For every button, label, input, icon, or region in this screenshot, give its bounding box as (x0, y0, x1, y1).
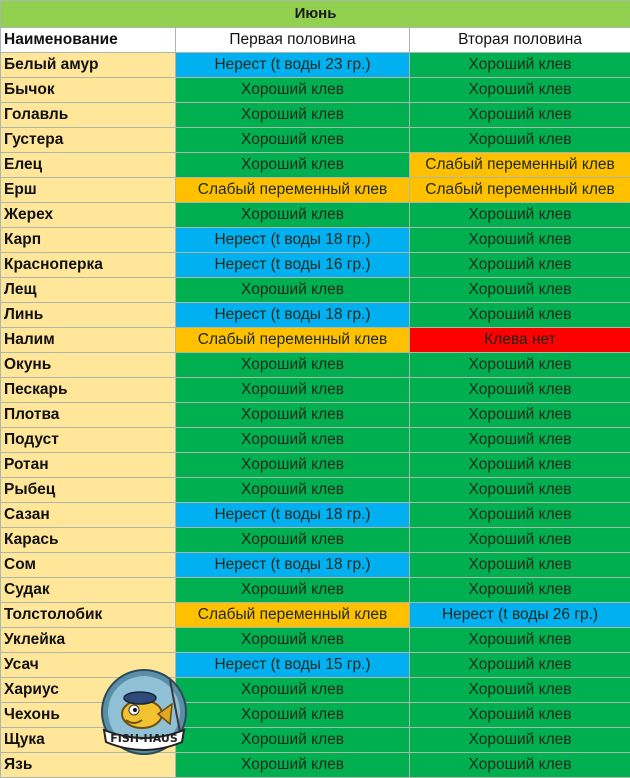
first-half-cell: Хороший клев (176, 403, 410, 428)
first-half-cell: Хороший клев (176, 278, 410, 303)
first-half-cell: Нерест (t воды 18 гр.) (176, 303, 410, 328)
fish-name-cell: Сом (1, 553, 176, 578)
first-half-cell: Нерест (t воды 18 гр.) (176, 228, 410, 253)
second-half-cell: Хороший клев (410, 678, 630, 703)
table-row (1, 203, 630, 228)
fish-name-cell: Рыбец (1, 478, 176, 503)
second-half-cell: Хороший клев (410, 103, 630, 128)
second-half-cell: Хороший клев (410, 303, 630, 328)
second-half-cell: Хороший клев (410, 578, 630, 603)
second-half-cell: Хороший клев (410, 228, 630, 253)
second-half-cell: Хороший клев (410, 728, 630, 753)
table-row (1, 278, 630, 303)
second-half-cell: Хороший клев (410, 478, 630, 503)
fish-haus-logo (98, 668, 190, 760)
table-row (1, 403, 630, 428)
second-half-cell: Хороший клев (410, 653, 630, 678)
second-half-cell: Хороший клев (410, 53, 630, 78)
fish-name-cell: Густера (1, 128, 176, 153)
fish-name-cell: Красноперка (1, 253, 176, 278)
first-half-cell: Хороший клев (176, 703, 410, 728)
fish-name-cell: Ротан (1, 453, 176, 478)
table-row (1, 178, 630, 203)
table-row (1, 728, 630, 753)
second-half-cell: Слабый переменный клев (410, 178, 630, 203)
table-row (1, 453, 630, 478)
first-half-cell: Хороший клев (176, 753, 410, 778)
title-row (1, 1, 630, 28)
second-half-cell: Хороший клев (410, 553, 630, 578)
first-half-cell: Хороший клев (176, 378, 410, 403)
first-half-cell: Хороший клев (176, 153, 410, 178)
first-half-cell: Слабый переменный клев (176, 603, 410, 628)
table-row (1, 478, 630, 503)
second-half-cell: Хороший клев (410, 278, 630, 303)
table-row (1, 703, 630, 728)
fish-name-cell: Голавль (1, 103, 176, 128)
table-row (1, 53, 630, 78)
table-row (1, 128, 630, 153)
fish-name-cell: Налим (1, 328, 176, 353)
table-row (1, 553, 630, 578)
second-half-cell: Клева нет (410, 328, 630, 353)
second-half-cell: Хороший клев (410, 378, 630, 403)
fish-name-cell: Судак (1, 578, 176, 603)
logo-text: FISH-HAUS (110, 732, 178, 745)
first-half-cell: Хороший клев (176, 78, 410, 103)
second-half-cell: Хороший клев (410, 253, 630, 278)
fish-name-cell: Бычок (1, 78, 176, 103)
table-title: Июнь (1, 1, 630, 28)
fish-name-cell: Карп (1, 228, 176, 253)
first-half-cell: Нерест (t воды 18 гр.) (176, 553, 410, 578)
first-half-cell: Хороший клев (176, 678, 410, 703)
second-half-cell: Хороший клев (410, 128, 630, 153)
first-half-cell: Хороший клев (176, 578, 410, 603)
fish-name-cell: Чехонь (1, 703, 176, 728)
cap-icon (124, 692, 156, 704)
first-half-cell: Нерест (t воды 16 гр.) (176, 253, 410, 278)
second-half-cell: Хороший клев (410, 353, 630, 378)
second-half-cell: Хороший клев (410, 703, 630, 728)
fish-name-cell: Карась (1, 528, 176, 553)
first-half-cell: Хороший клев (176, 453, 410, 478)
fish-name-cell: Окунь (1, 353, 176, 378)
first-half-cell: Хороший клев (176, 428, 410, 453)
fish-name-cell: Лещ (1, 278, 176, 303)
fish-name-cell: Елец (1, 153, 176, 178)
header-first-half: Первая половина (176, 28, 410, 53)
fish-pupil-icon (133, 708, 137, 712)
fish-name-cell: Щука (1, 728, 176, 753)
first-half-cell: Хороший клев (176, 353, 410, 378)
first-half-cell: Хороший клев (176, 478, 410, 503)
fish-name-cell: Уклейка (1, 628, 176, 653)
table-row (1, 103, 630, 128)
fish-name-cell: Жерех (1, 203, 176, 228)
first-half-cell: Хороший клев (176, 128, 410, 153)
first-half-cell: Нерест (t воды 15 гр.) (176, 653, 410, 678)
table-row (1, 603, 630, 628)
first-half-cell: Нерест (t воды 23 гр.) (176, 53, 410, 78)
fish-name-cell: Сазан (1, 503, 176, 528)
second-half-cell: Слабый переменный клев (410, 153, 630, 178)
table-row (1, 428, 630, 453)
table-row (1, 678, 630, 703)
first-half-cell: Нерест (t воды 18 гр.) (176, 503, 410, 528)
fish-name-cell: Хариус (1, 678, 176, 703)
first-half-cell: Хороший клев (176, 203, 410, 228)
table-row (1, 628, 630, 653)
header-second-half: Вторая половина (410, 28, 630, 53)
second-half-cell: Хороший клев (410, 503, 630, 528)
fish-name-cell: Толстолобик (1, 603, 176, 628)
first-half-cell: Хороший клев (176, 103, 410, 128)
fish-name-cell: Линь (1, 303, 176, 328)
fish-name-cell: Ерш (1, 178, 176, 203)
table-row (1, 578, 630, 603)
table-body (1, 53, 630, 778)
table-row (1, 303, 630, 328)
first-half-cell: Слабый переменный клев (176, 328, 410, 353)
table-row (1, 228, 630, 253)
second-half-cell: Хороший клев (410, 428, 630, 453)
fish-name-cell: Усач (1, 653, 176, 678)
table-row (1, 528, 630, 553)
header-name: Наименование (1, 28, 176, 53)
table-row (1, 353, 630, 378)
table-row (1, 78, 630, 103)
table-row (1, 653, 630, 678)
fish-name-cell: Язь (1, 753, 176, 778)
second-half-cell: Хороший клев (410, 753, 630, 778)
second-half-cell: Хороший клев (410, 528, 630, 553)
fish-name-cell: Подуст (1, 428, 176, 453)
first-half-cell: Слабый переменный клев (176, 178, 410, 203)
first-half-cell: Хороший клев (176, 728, 410, 753)
table-row (1, 153, 630, 178)
second-half-cell: Хороший клев (410, 78, 630, 103)
table-row (1, 753, 630, 778)
table-row (1, 328, 630, 353)
fish-name-cell: Плотва (1, 403, 176, 428)
fish-name-cell: Белый амур (1, 53, 176, 78)
second-half-cell: Хороший клев (410, 453, 630, 478)
header-row (1, 28, 630, 53)
first-half-cell: Хороший клев (176, 528, 410, 553)
first-half-cell: Хороший клев (176, 628, 410, 653)
second-half-cell: Хороший клев (410, 628, 630, 653)
table-row (1, 253, 630, 278)
table-row (1, 378, 630, 403)
table-row (1, 503, 630, 528)
second-half-cell: Хороший клев (410, 203, 630, 228)
second-half-cell: Нерест (t воды 26 гр.) (410, 603, 630, 628)
second-half-cell: Хороший клев (410, 403, 630, 428)
fish-name-cell: Пескарь (1, 378, 176, 403)
